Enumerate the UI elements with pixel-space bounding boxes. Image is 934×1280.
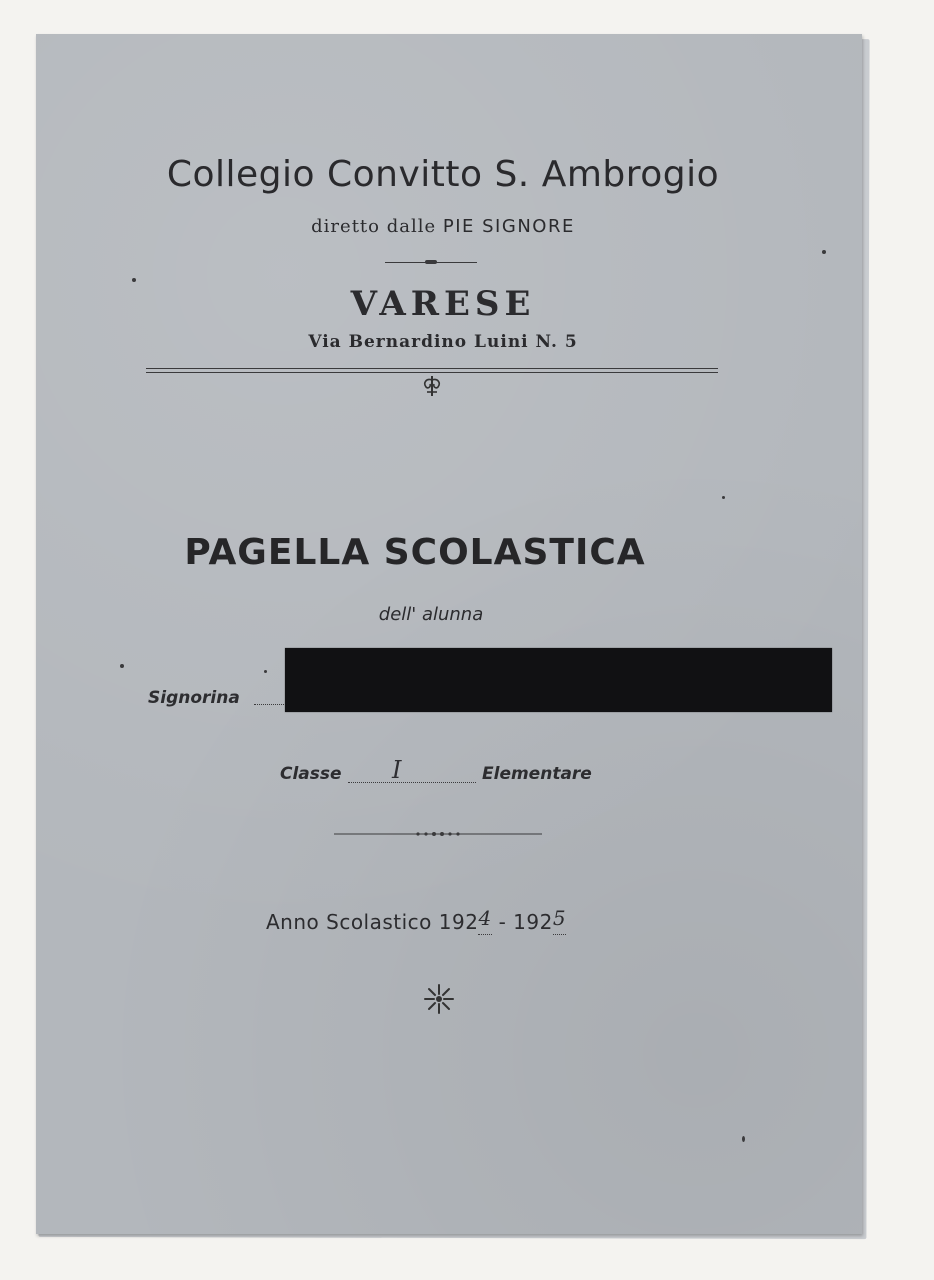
year-label: Anno Scolastico: [266, 910, 432, 934]
paper-speck: [722, 496, 725, 499]
year-start-handwritten: 4: [478, 906, 492, 930]
redacted-name: [285, 648, 832, 712]
class-dotted-line: [348, 782, 476, 783]
paper-speck: [120, 664, 124, 668]
school-name: Collegio Convitto S. Ambrogio: [166, 154, 720, 195]
year-end-handwritten: 5: [552, 906, 567, 930]
class-label: Classe: [280, 764, 342, 784]
school-year: [266, 906, 567, 935]
fleuron-ornament-icon: [418, 374, 446, 398]
signorina-label: Signorina: [148, 688, 240, 708]
report-card-cover: [36, 34, 862, 1234]
double-divider-top: [146, 368, 718, 369]
directed-by-name: PIE SIGNORE: [442, 216, 575, 237]
year-separator: -: [498, 910, 507, 934]
paper-speck: [132, 278, 136, 282]
city-name: VARESE: [350, 284, 536, 324]
ink-speck: [264, 670, 267, 673]
double-divider-bottom: [146, 372, 718, 373]
signorina-dotted-line: [254, 704, 288, 705]
year-end-prefix: 192: [513, 910, 553, 934]
of-pupil-label: dell' alunna: [378, 604, 484, 625]
report-title: PAGELLA SCOLASTICA: [184, 532, 646, 573]
paper-speck: [742, 1136, 745, 1142]
class-suffix: Elementare: [482, 764, 592, 784]
paper-speck: [822, 250, 826, 254]
short-divider: [385, 262, 477, 263]
class-value: I: [392, 756, 402, 784]
directed-by: [30, 216, 856, 237]
dotted-divider: [334, 830, 542, 838]
school-address: Via Bernardino Luini N. 5: [308, 332, 578, 352]
year-start-prefix: 192: [438, 910, 479, 934]
directed-by-prefix: diretto dalle: [311, 216, 437, 237]
asterisk-ornament-icon: [422, 982, 456, 1016]
